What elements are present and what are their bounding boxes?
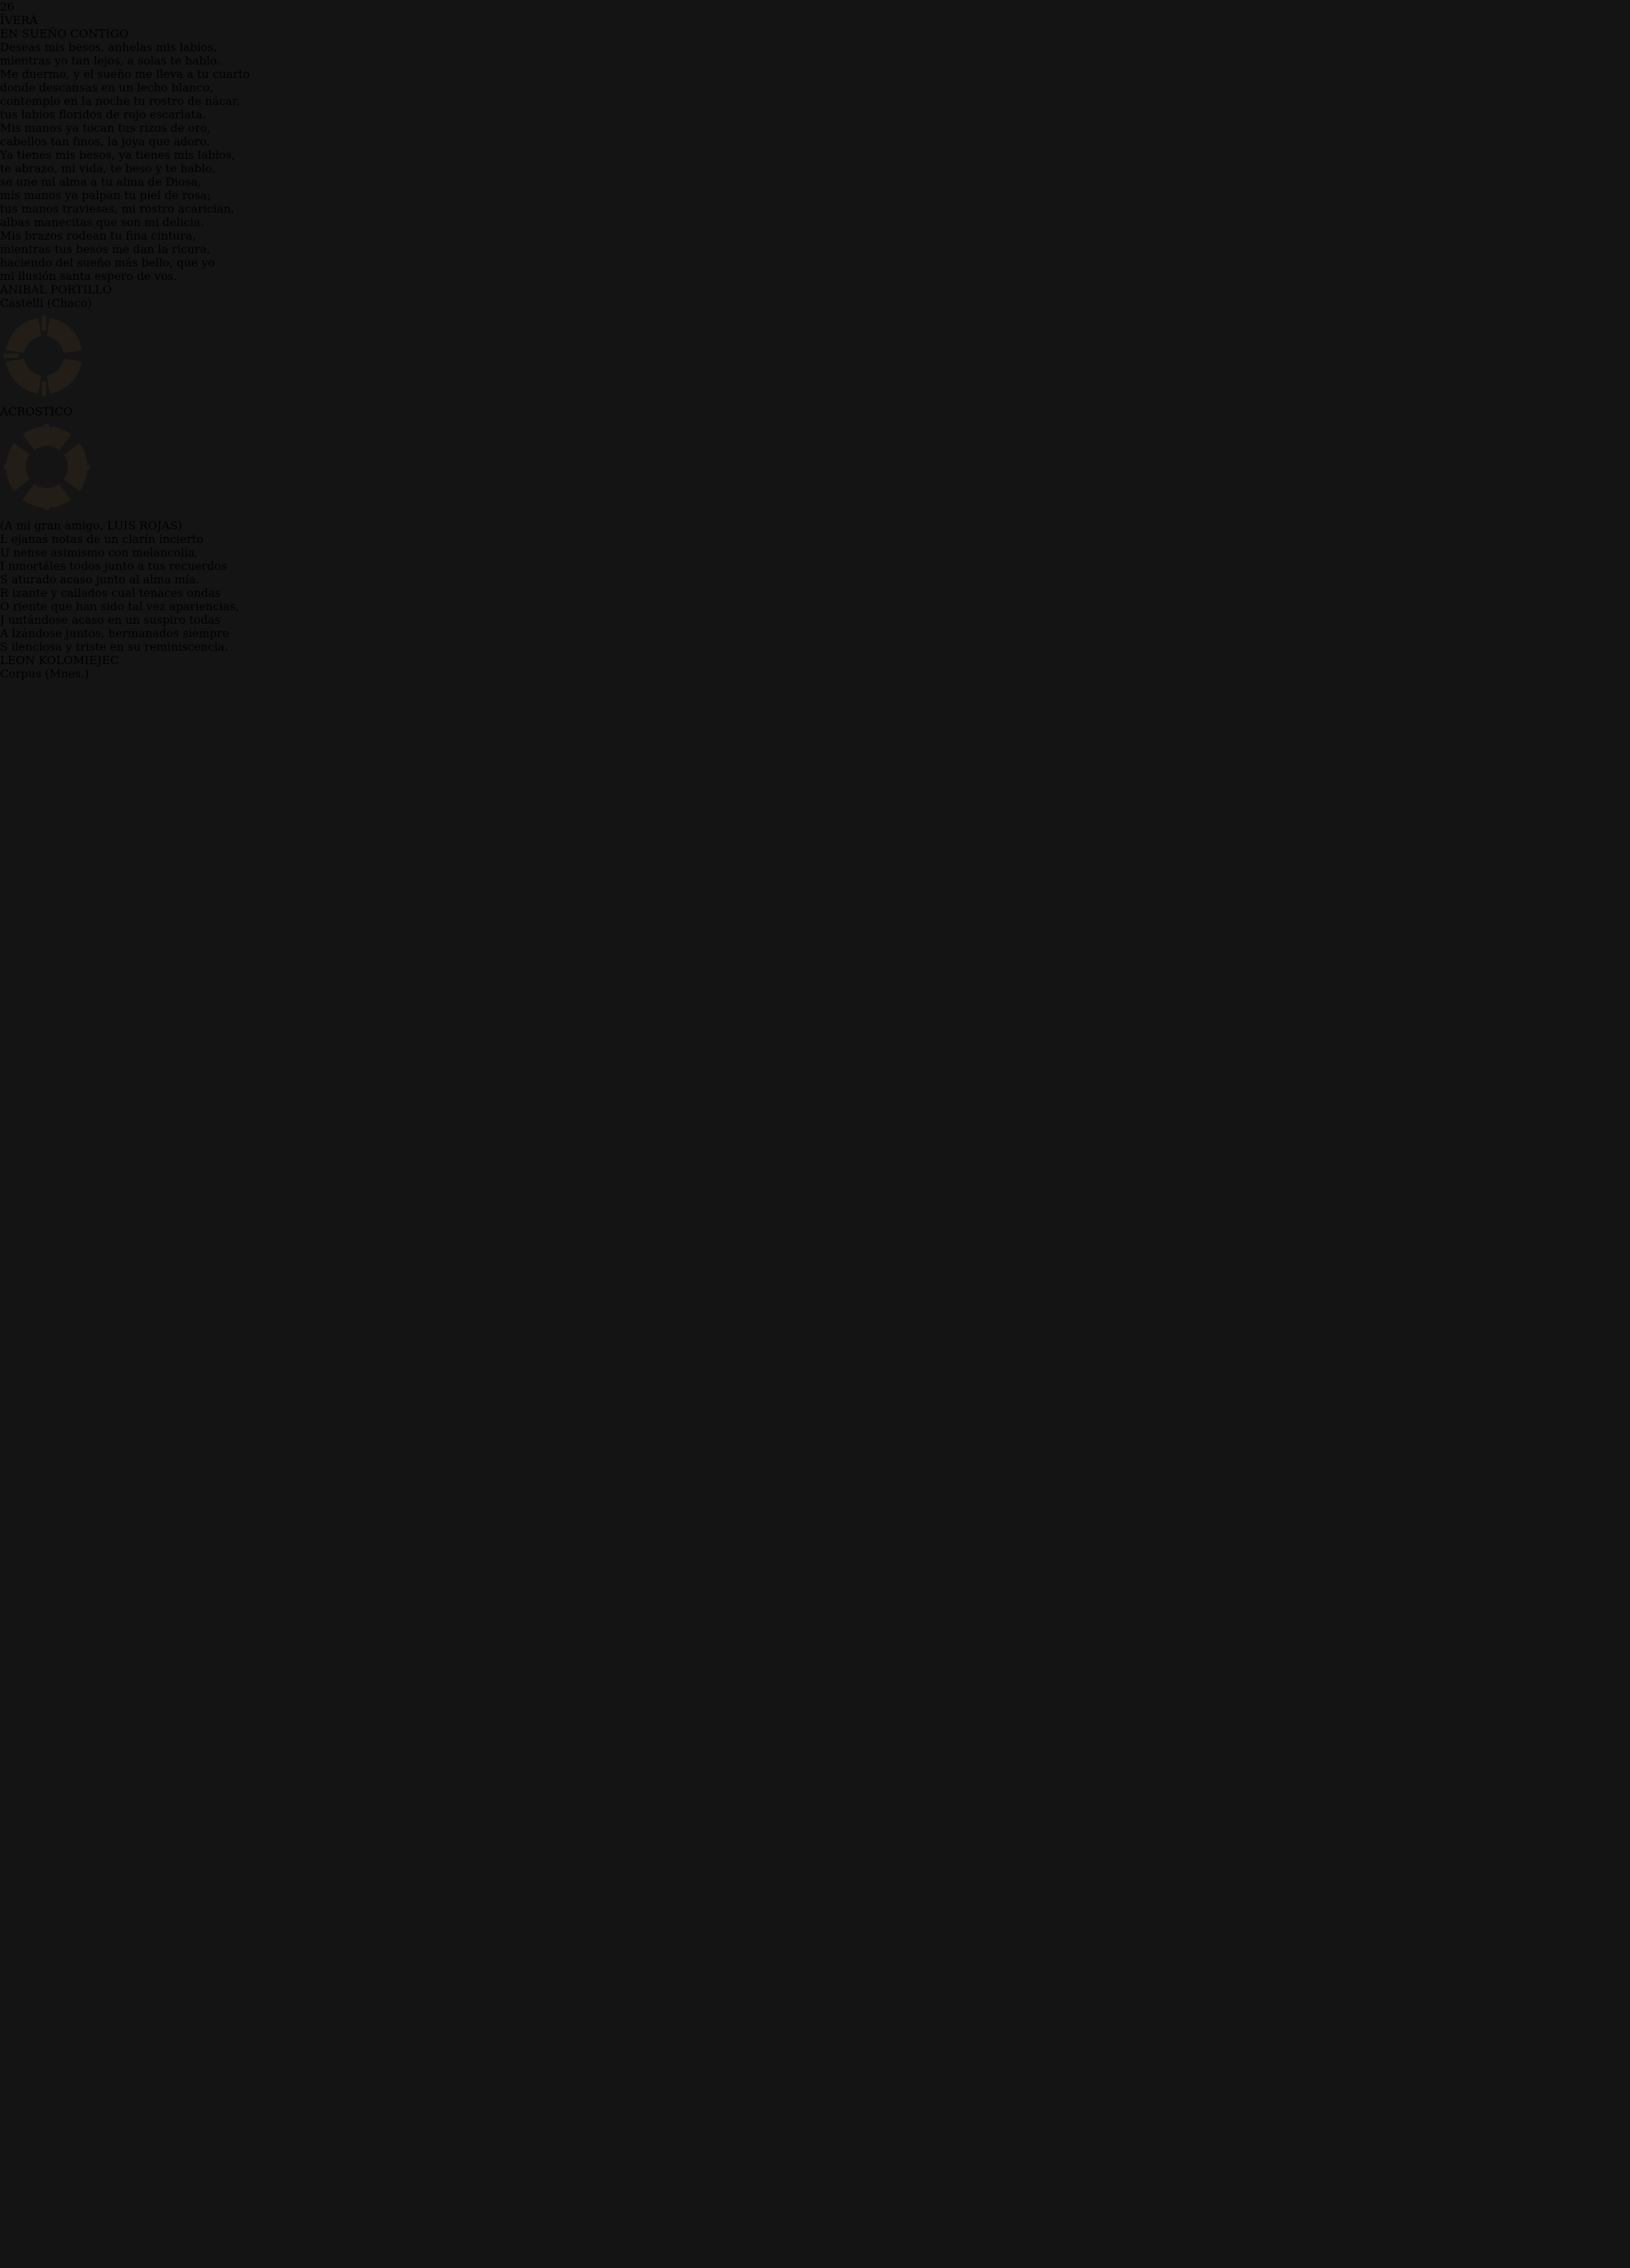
poem1-title: EN SUEÑO CONTIGO [0,27,129,40]
poem-line: J untándose acaso en un suspiro todas [0,613,221,627]
poem-line: mientras yo tan lejos, a solas te hablo. [0,54,220,67]
poem-line: S aturado acaso junto al alma mía. [0,573,200,586]
poem2-stanza-1 [0,532,1630,586]
poem1-stanza-2 [0,121,1630,148]
poem2-signature [0,653,1630,680]
poem-line: Me duermo, y el sueño me lleva a tu cuarto [0,67,250,81]
poem-line: haciendo del sueño más bello, que yo [0,256,215,269]
poem-line: se une mi alma a tu alma de Diosa, [0,175,201,189]
poem2-dedication: (A mi gran amigo, LUIS ROJAS) [0,519,182,532]
poem2-location: Corpus (Mnes.) [0,667,89,680]
page-stack-edge [26,41,75,2223]
poem-line: donde descansas en un lecho blanco, [0,81,213,94]
poem1-stanza-1 [0,40,1630,121]
poem1-location: Castelli (Chaco) [0,296,92,310]
poem2-title: ACROSTICO [0,405,73,418]
poem-line: te abrazo, mi vida, te beso y te hablo, [0,162,216,175]
poem-line: albas manecitas que son mi delicia. [0,215,204,229]
poem-line: L ejanas notas de un clarín incierto [0,532,203,546]
poem1-author: ANIBAL PORTILLO [0,283,112,296]
poem1-stanza-3 [0,148,1630,229]
ring-ornament-right [0,418,1630,519]
poem-line: Ya tienes mis besos, ya tienes mis labios, [0,148,235,162]
masthead-title: ÎVERÁ [0,13,38,27]
poem-line: mis manos ya palpan tu piel de rosa; [0,189,211,202]
poem-line: Mis brazos rodean tu fina cintura, [0,229,196,242]
page-number: 26 [0,0,15,13]
poem-line: Mis manos ya tocan tus rizos de oro, [0,121,211,135]
poem-line: S ilenciosa y triste en su reminiscencia. [0,640,229,653]
poem-line: tus manos traviesas, mi rostro acarician, [0,202,235,215]
poem-line: O riente que han sido tal vez apariencias, [0,600,240,613]
poem1-signature [0,283,1630,310]
poem-line: R izante y callados cual tenaces ondas [0,586,221,600]
poem-line: contemplo en la noche tu rostro de nácar, [0,94,240,108]
poem-line: mientras tus besos me dan la ricura, [0,242,210,256]
poem-line: tus labios floridos de rojo escarlata. [0,108,206,121]
poem-line: cabellos tan finos, la joya que adoro. [0,135,210,148]
poem-line: mi ilusión santa espero de vos. [0,269,177,283]
poem2-author: LEON KOLOMIEJEC [0,653,119,667]
poem-line: I nmortáles todos junto a tus recuerdos [0,559,227,573]
poem-line: Deseas mis besos, anhelas mis labios, [0,40,218,54]
ring-ornament-left [0,310,1630,405]
poem-line: U nense asimismo con melancolía, [0,546,198,559]
poem-line: A lzándose juntos, hermanados siempre [0,627,230,640]
poem1-stanza-4 [0,229,1630,283]
poem2-stanza-2 [0,586,1630,653]
